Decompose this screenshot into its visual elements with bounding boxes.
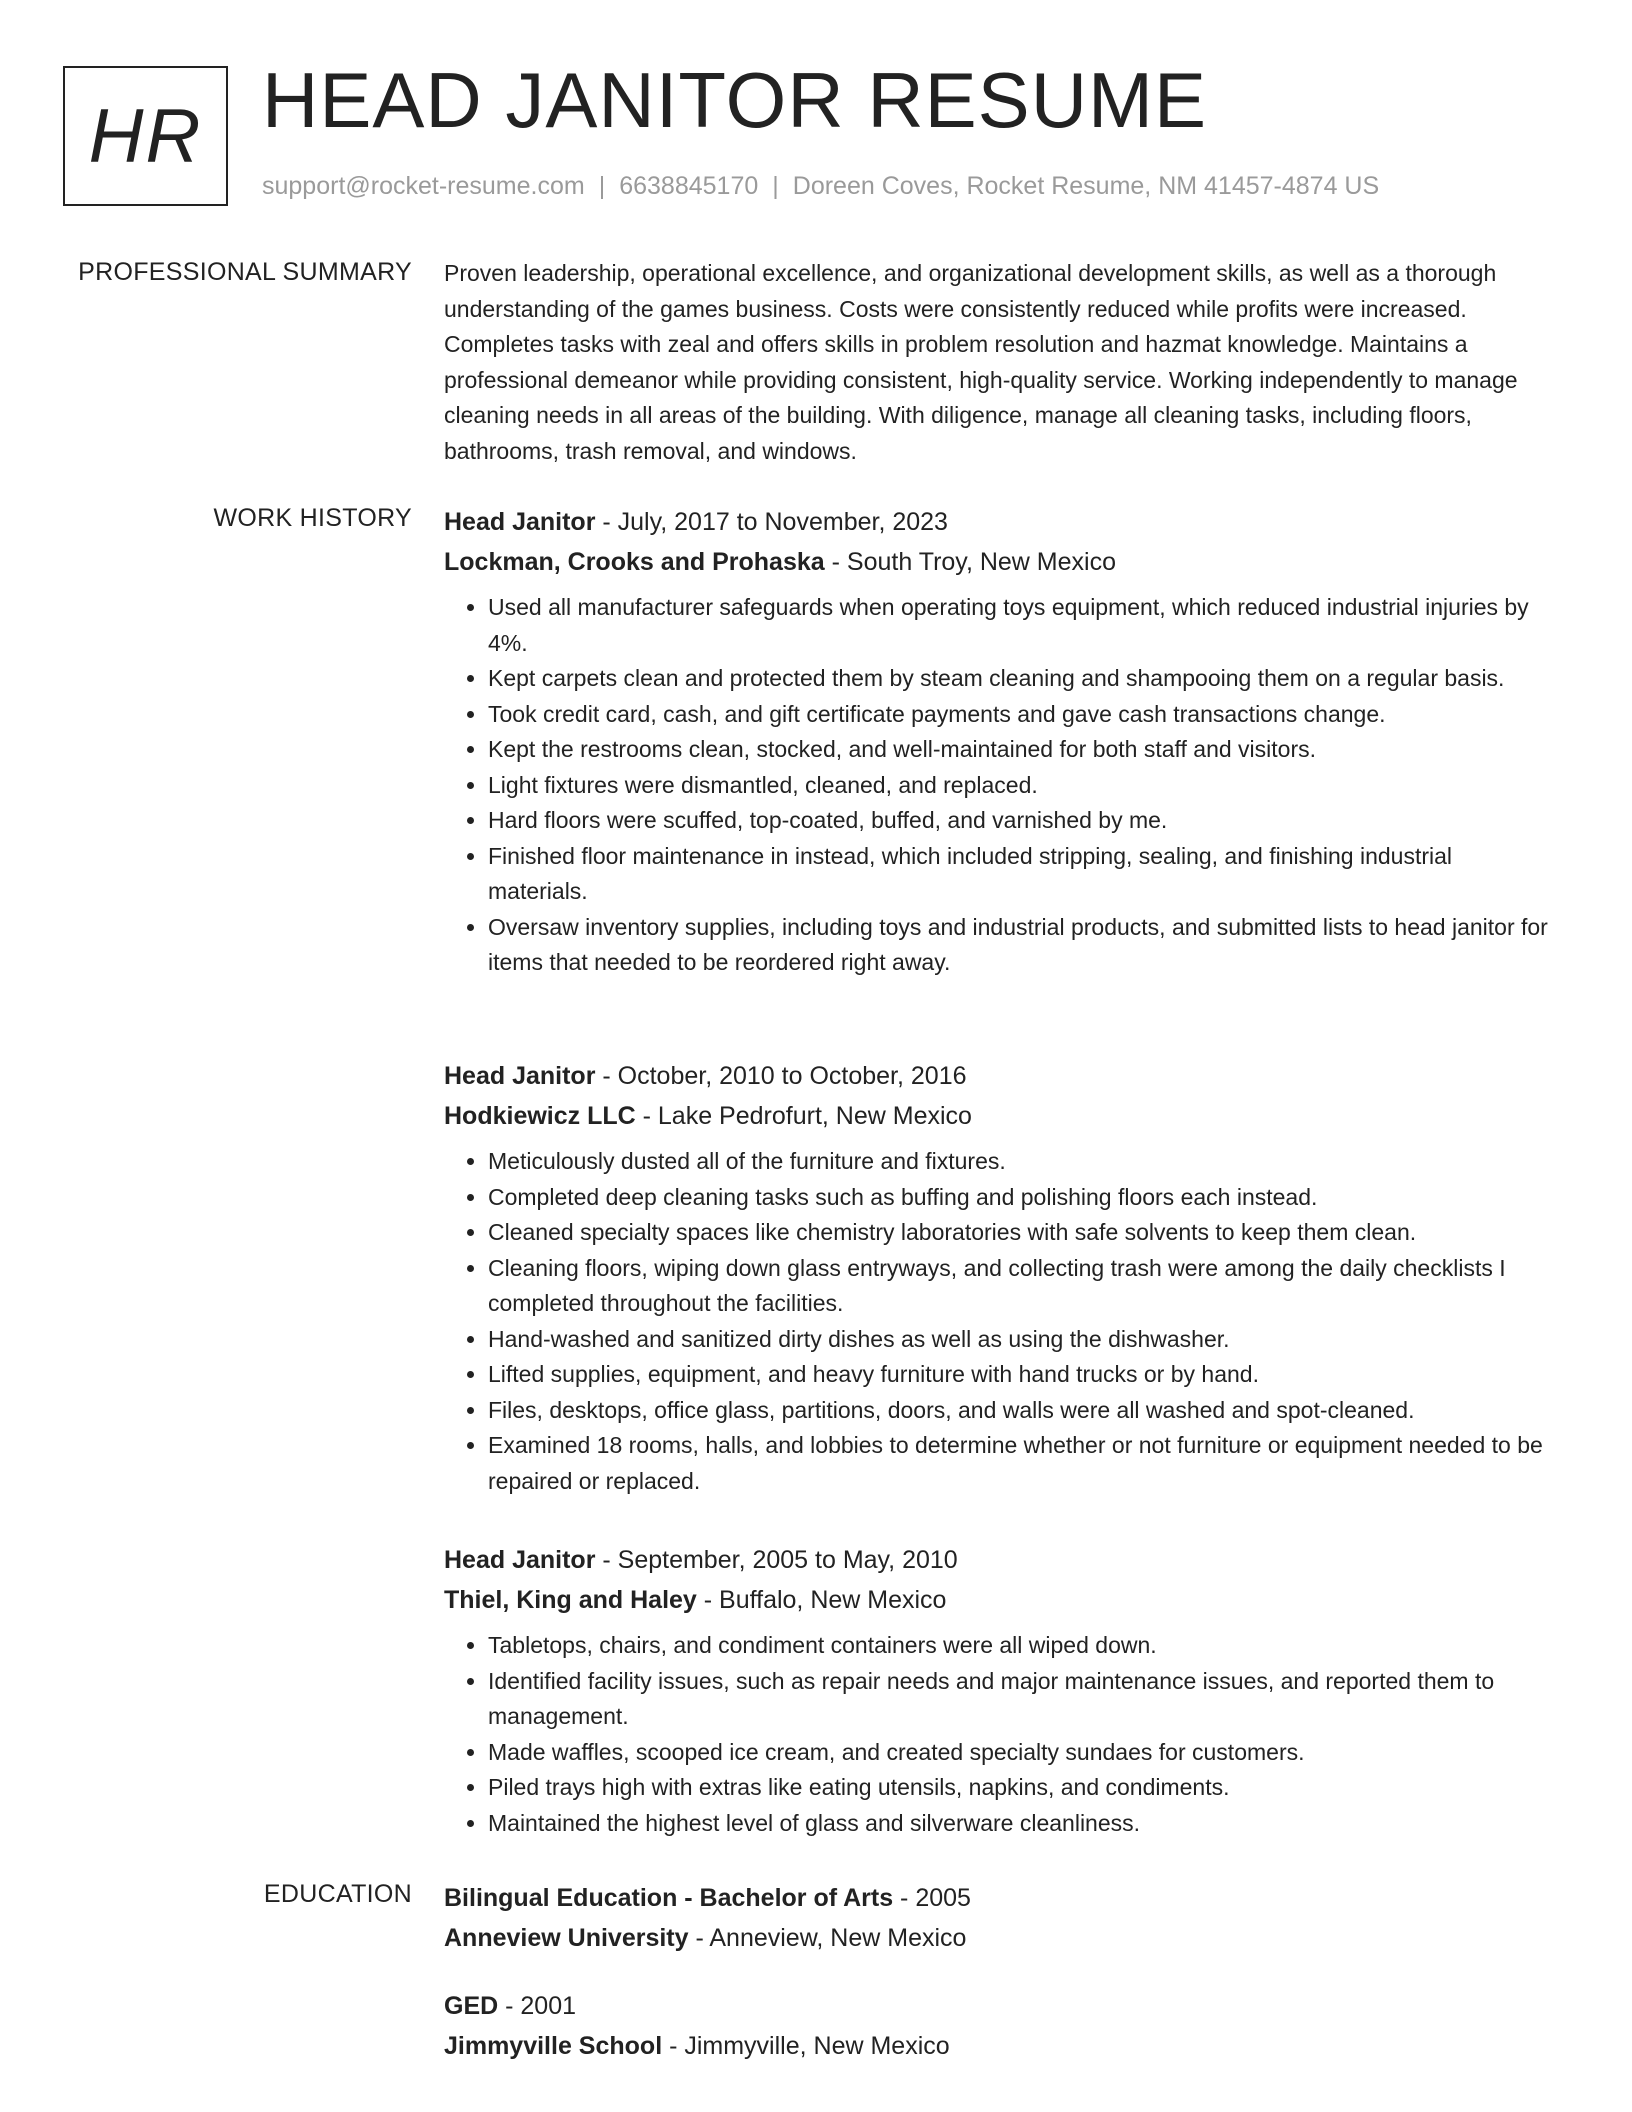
list-item: • Maintained the highest level of glass and silverware cleanliness. [488, 1806, 1556, 1842]
summary-body [444, 256, 1556, 469]
job-title: Head Janitor [444, 1546, 596, 1574]
contact-separator: | [772, 172, 779, 200]
job-company: Thiel, King and Haley [444, 1586, 697, 1614]
list-item: • Used all manufacturer safeguards when operating toys equipment, which reduced industrial injuries by 4%. [488, 590, 1556, 661]
job-entry [444, 1540, 1556, 1841]
contact-address: Doreen Coves, Rocket Resume, NM 41457-4874 US [792, 172, 1380, 200]
contact-separator: | [598, 172, 606, 200]
degree: GED [444, 1992, 499, 2020]
list-item: • Piled trays high with extras like eating utensils, napkins, and condiments. [488, 1770, 1556, 1806]
monogram-box [63, 66, 228, 206]
list-item: • Light fixtures were dismantled, cleaned, and replaced. [488, 768, 1556, 804]
list-item: • Took credit card, cash, and gift certificate payments and gave cash transactions change. [488, 697, 1556, 733]
summary-text: Proven leadership, operational excellence, and organizational development skills, as well as a thorough understanding of the games business. Costs were consistently reduced while profits were increased. Completes tasks with zeal and offers skills in problem resolution and hazmat knowledge. Maintains a professional demeanor while providing consistent, high-quality service. Working independently to manage cleaning needs in all areas of the building. With diligence, manage all cleaning tasks, including floors, bathrooms, trash removal, and windows. [444, 260, 1518, 464]
list-item: • Identified facility issues, such as repair needs and major maintenance issues, and reported them to management. [488, 1664, 1556, 1735]
job-title-line [444, 502, 1556, 542]
list-item: • Hand-washed and sanitized dirty dishes as well as using the dishwasher. [488, 1322, 1556, 1358]
degree-year: - 2001 [498, 1992, 577, 2020]
education-entry [444, 1878, 1556, 1958]
list-item: • Cleaned specialty spaces like chemistry laboratories with safe solvents to keep them clean. [488, 1215, 1556, 1251]
job-bullets [444, 1628, 1556, 1841]
degree-line [444, 1986, 1556, 2026]
list-item: • Made waffles, scooped ice cream, and created specialty sundaes for customers. [488, 1735, 1556, 1771]
summary-label: PROFESSIONAL SUMMARY [78, 258, 412, 286]
contact-email: support@rocket-resume.com [262, 172, 585, 200]
job-company: Lockman, Crooks and Prohaska [444, 548, 825, 576]
job-dates: - July, 2017 to November, 2023 [595, 508, 948, 536]
list-item: • Cleaning floors, wiping down glass entryways, and collecting trash were among the daily checklists I completed throughout the facilities. [488, 1251, 1556, 1322]
degree-year: - 2005 [893, 1884, 971, 1912]
school: Anneview University [444, 1924, 689, 1952]
contact-line [262, 172, 1379, 201]
job-title: Head Janitor [444, 1062, 596, 1090]
job-bullets [444, 590, 1556, 981]
job-title: Head Janitor [444, 508, 596, 536]
list-item: • Oversaw inventory supplies, including toys and industrial products, and submitted lists to head janitor for items that needed to be reordered right away. [488, 910, 1556, 981]
school-line [444, 2026, 1556, 2066]
job-location: - Lake Pedrofurt, New Mexico [635, 1102, 972, 1130]
work-history-label: WORK HISTORY [213, 504, 412, 532]
list-item: • Kept the restrooms clean, stocked, and well-maintained for both staff and visitors. [488, 732, 1556, 768]
education-entry [444, 1986, 1556, 2066]
list-item: • Tabletops, chairs, and condiment containers were all wiped down. [488, 1628, 1556, 1664]
job-company-line [444, 542, 1556, 582]
school-location: - Jimmyville, New Mexico [662, 2032, 950, 2060]
job-company-line [444, 1096, 1556, 1136]
school-line [444, 1918, 1556, 1958]
school: Jimmyville School [444, 2032, 663, 2060]
list-item: • Finished floor maintenance in instead, which included stripping, sealing, and finishing industrial materials. [488, 839, 1556, 910]
list-item: • Completed deep cleaning tasks such as buffing and polishing floors each instead. [488, 1180, 1556, 1216]
job-location: - South Troy, New Mexico [824, 548, 1116, 576]
list-item: • Examined 18 rooms, halls, and lobbies to determine whether or not furniture or equipment needed to be repaired or replaced. [488, 1428, 1556, 1499]
job-dates: - September, 2005 to May, 2010 [595, 1546, 958, 1574]
page-title: HEAD JANITOR RESUME [262, 56, 1208, 144]
school-location: - Anneview, New Mexico [688, 1924, 967, 1952]
job-dates: - October, 2010 to October, 2016 [595, 1062, 967, 1090]
job-title-line [444, 1540, 1556, 1580]
list-item: • Lifted supplies, equipment, and heavy furniture with hand trucks or by hand. [488, 1357, 1556, 1393]
job-title-line [444, 1056, 1556, 1096]
job-location: - Buffalo, New Mexico [696, 1586, 947, 1614]
education-label: EDUCATION [263, 1880, 412, 1908]
degree-line [444, 1878, 1556, 1918]
job-bullets [444, 1144, 1556, 1499]
monogram-initials: HR [88, 93, 203, 179]
job-entry [444, 502, 1556, 981]
list-item: • Hard floors were scuffed, top-coated, buffed, and varnished by me. [488, 803, 1556, 839]
list-item: • Files, desktops, office glass, partitions, doors, and walls were all washed and spot-cleaned. [488, 1393, 1556, 1429]
degree: Bilingual Education - Bachelor of Arts [444, 1884, 894, 1912]
list-item: • Meticulously dusted all of the furniture and fixtures. [488, 1144, 1556, 1180]
job-entry [444, 1056, 1556, 1499]
job-company-line [444, 1580, 1556, 1620]
job-company: Hodkiewicz LLC [444, 1102, 636, 1130]
list-item: • Kept carpets clean and protected them by steam cleaning and shampooing them on a regular basis. [488, 661, 1556, 697]
contact-phone: 6638845170 [619, 172, 759, 200]
